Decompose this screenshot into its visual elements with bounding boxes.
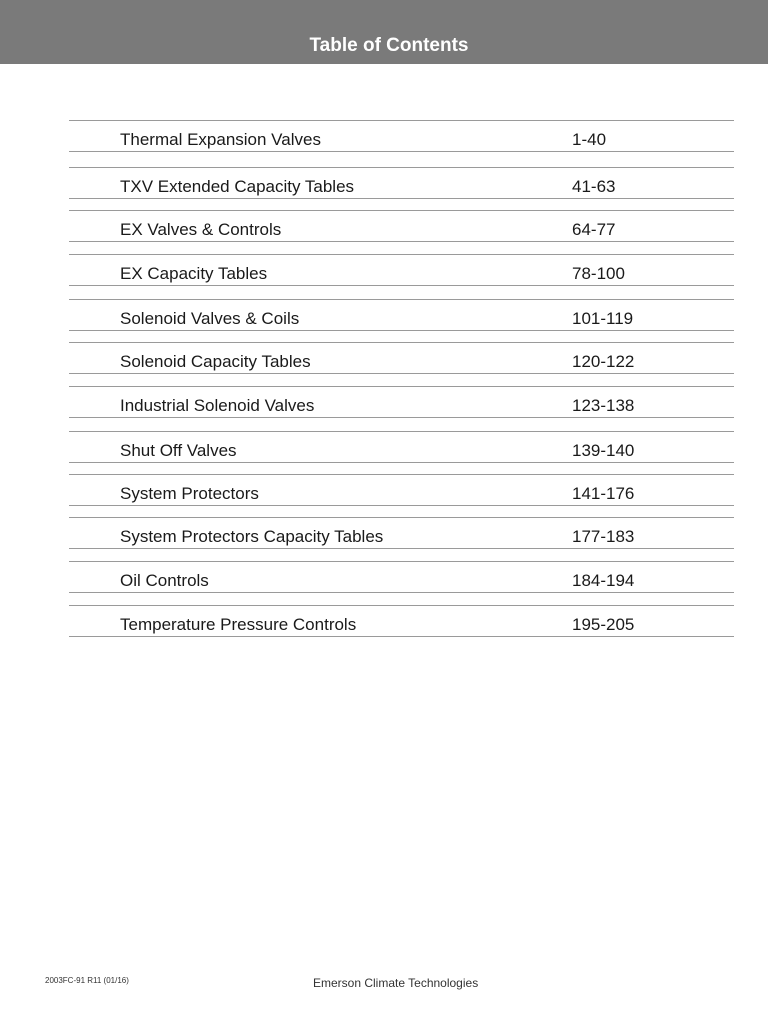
toc-row[interactable] — [69, 605, 734, 637]
footer-document-code: 2003FC-91 R11 (01/16) — [45, 976, 129, 985]
toc-row[interactable] — [69, 431, 734, 463]
toc-row[interactable] — [69, 210, 734, 242]
toc-section-title: EX Valves & Controls — [120, 220, 282, 239]
toc-row[interactable] — [69, 120, 734, 152]
toc-section-title: Oil Controls — [120, 571, 209, 590]
toc-page-range: 41-63 — [572, 177, 616, 196]
toc-section-title: Industrial Solenoid Valves — [120, 396, 315, 415]
toc-page-range: 1-40 — [572, 130, 607, 149]
toc-section-title: Solenoid Capacity Tables — [120, 352, 311, 371]
toc-page-range: 64-77 — [572, 220, 616, 239]
toc-section-title: System Protectors Capacity Tables — [120, 527, 384, 546]
toc-section-title: System Protectors — [120, 484, 259, 503]
toc-page-range: 123-138 — [572, 396, 635, 415]
toc-section-title: Solenoid Valves & Coils — [120, 309, 300, 328]
toc-page-range: 78-100 — [572, 264, 625, 283]
toc-page-range: 120-122 — [572, 352, 635, 371]
toc-page-range: 141-176 — [572, 484, 635, 503]
toc-row[interactable] — [69, 254, 734, 286]
toc-page-range: 177-183 — [572, 527, 635, 546]
toc-row[interactable] — [69, 561, 734, 593]
toc-row[interactable] — [69, 386, 734, 418]
toc-page-range: 184-194 — [572, 571, 635, 590]
toc-row[interactable] — [69, 517, 734, 549]
toc-section-title: Thermal Expansion Valves — [120, 130, 321, 149]
toc-section-title: Shut Off Valves — [120, 441, 237, 460]
toc-row[interactable] — [69, 299, 734, 331]
toc-row[interactable] — [69, 342, 734, 374]
footer-company-name: Emerson Climate Technologies — [313, 976, 479, 990]
toc-page-range: 101-119 — [572, 309, 634, 328]
toc-section-title: EX Capacity Tables — [120, 264, 268, 283]
toc-section-title: TXV Extended Capacity Tables — [120, 177, 355, 196]
page-title: Table of Contents — [309, 35, 469, 56]
toc-row[interactable] — [69, 474, 734, 506]
toc-section-title: Temperature Pressure Controls — [120, 615, 357, 634]
toc-page-range: 139-140 — [572, 441, 635, 460]
toc-page-range: 195-205 — [572, 615, 635, 634]
toc-row[interactable] — [69, 167, 734, 199]
